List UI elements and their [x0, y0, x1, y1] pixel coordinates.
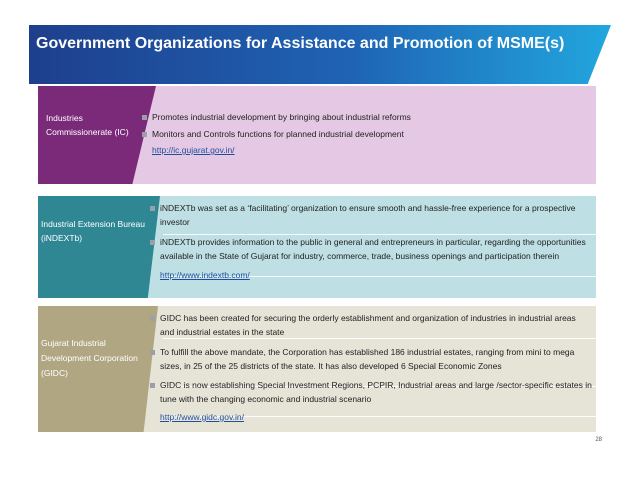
bullet-square-icon — [150, 350, 155, 355]
ic-website-link[interactable]: http://ic.gujarat.gov.in/ — [152, 145, 235, 155]
section-content — [150, 312, 592, 425]
bullet-text: iNDEXTb provides information to the public in general and entrepreneurs in particular, regarding the opportunities available in the State of Gujarat for industry, commerce, trade, business openings and participation therein — [160, 237, 586, 261]
bullet-square-icon — [150, 240, 155, 245]
bullet-item — [150, 312, 592, 339]
section-industries-commissionerate — [38, 86, 596, 184]
bullet-text: To fulfill the above mandate, the Corporation has established 186 industrial estates, ranging from mini to mega sizes, in 25 of the 25 districts of the state. It has also developed 6 Special Economic Zones — [160, 347, 575, 371]
bullet-text: Monitors and Controls functions for planned industrial development — [152, 128, 404, 139]
bullet-square-icon — [142, 132, 147, 137]
bullet-text: GIDC is now establishing Special Investment Regions, PCPIR, Industrial areas and large /sector-specific estates in tune with the changing economic and industrial scenario — [160, 380, 592, 404]
section-gidc — [38, 306, 596, 432]
bullet-item — [142, 111, 582, 125]
bullet-square-icon — [150, 206, 155, 211]
bullet-item — [142, 128, 582, 142]
section-label: Gujarat Industrial Development Corporation (GIDC) — [41, 338, 138, 378]
bullet-square-icon — [150, 383, 155, 388]
gidc-website-link[interactable]: http://www.gidc.gov.in/ — [160, 412, 244, 422]
bullet-item — [150, 236, 588, 263]
page-title: Government Organizations for Assistance and Promotion of MSME(s) — [36, 35, 565, 52]
bullet-square-icon — [150, 316, 155, 321]
bullet-text: GIDC has been created for securing the orderly establishment and organization of industries in industrial areas and industrial estates in the state — [160, 313, 576, 337]
indextb-website-link[interactable]: http://www.indextb.com/ — [160, 270, 250, 280]
bullet-text: iNDEXTb was set as a ‘facilitating’ organization to ensure smooth and hassle-free experience for a prospective investor — [160, 203, 576, 227]
section-content — [150, 202, 588, 283]
bullet-square-icon — [142, 115, 147, 120]
bullet-text: Promotes industrial development by bringing about industrial reforms — [152, 112, 411, 122]
section-industrial-extension-bureau — [38, 196, 596, 298]
page-number: 28 — [595, 437, 602, 443]
section-label-tab — [38, 196, 160, 298]
bullet-item — [150, 346, 592, 373]
section-label: Industries Commissionerate (IC) — [46, 113, 129, 137]
section-content — [142, 111, 582, 158]
bullet-item — [150, 202, 588, 229]
bullet-item — [150, 379, 592, 406]
section-label: Industrial Extension Bureau (iNDEXTb) — [41, 219, 145, 243]
